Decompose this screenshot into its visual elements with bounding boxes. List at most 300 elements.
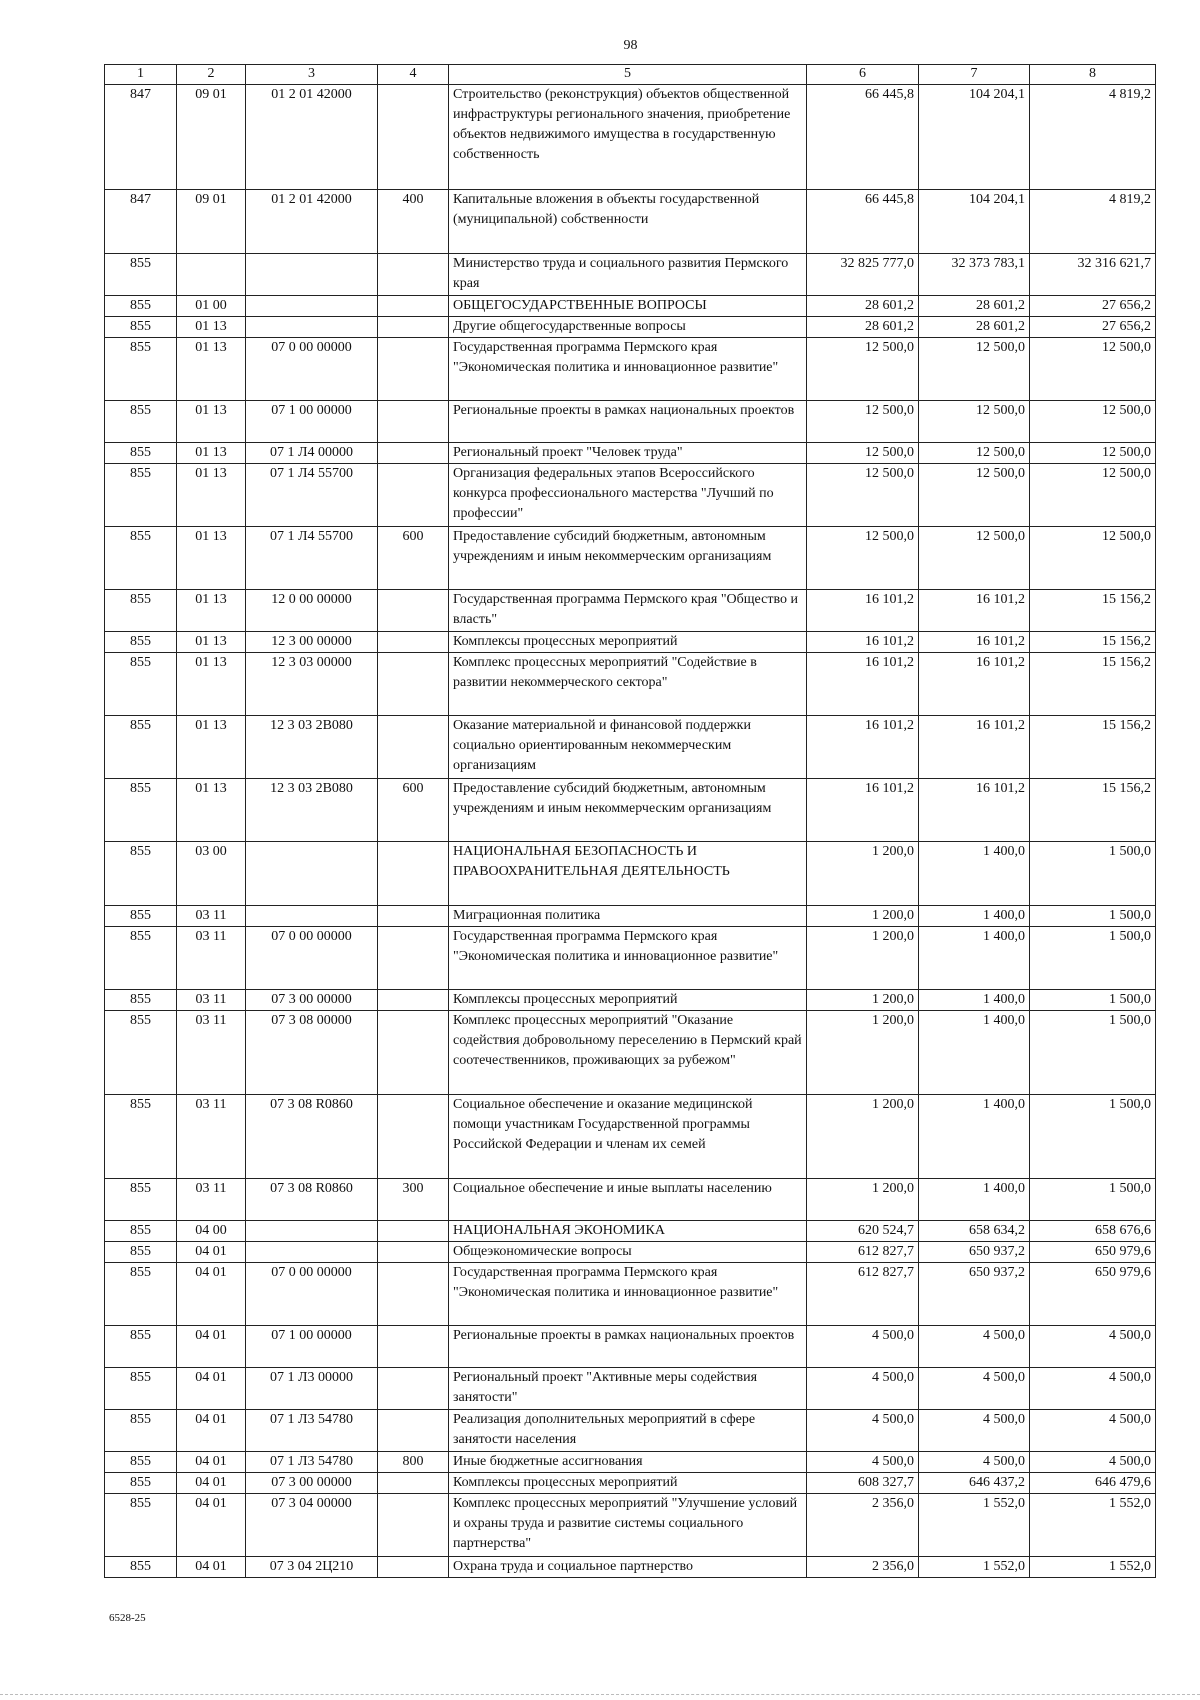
- admin-code-cell: 855: [105, 1095, 177, 1179]
- admin-code-cell: 855: [105, 1452, 177, 1473]
- target-article-cell: [246, 296, 378, 317]
- section-code-cell: 03 11: [177, 990, 246, 1011]
- table-row: [105, 716, 1156, 779]
- table-row: [105, 1263, 1156, 1326]
- expense-type-cell: [378, 338, 449, 401]
- amount-year1-cell: 612 827,7: [807, 1242, 919, 1263]
- item-name-cell: Реализация дополнительных мероприятий в сфере занятости населения: [449, 1410, 807, 1452]
- item-name-cell: Комплексы процессных мероприятий: [449, 1473, 807, 1494]
- section-code-cell: 09 01: [177, 190, 246, 254]
- target-article-cell: 07 0 00 00000: [246, 1263, 378, 1326]
- amount-year2-cell: 4 500,0: [919, 1452, 1030, 1473]
- section-code-cell: 09 01: [177, 85, 246, 190]
- target-article-cell: 12 3 00 00000: [246, 632, 378, 653]
- amount-year1-cell: 2 356,0: [807, 1494, 919, 1557]
- item-name-cell: Региональный проект "Активные меры содействия занятости": [449, 1368, 807, 1410]
- amount-year3-cell: 4 500,0: [1030, 1410, 1156, 1452]
- admin-code-cell: 855: [105, 1368, 177, 1410]
- section-code-cell: 03 11: [177, 906, 246, 927]
- amount-year2-cell: 1 400,0: [919, 1095, 1030, 1179]
- amount-year3-cell: 27 656,2: [1030, 317, 1156, 338]
- section-code-cell: 03 11: [177, 1179, 246, 1221]
- section-code-cell: 04 01: [177, 1494, 246, 1557]
- section-code-cell: 04 01: [177, 1473, 246, 1494]
- table-row: [105, 1368, 1156, 1410]
- target-article-cell: 07 3 08 R0860: [246, 1095, 378, 1179]
- table-row: [105, 1095, 1156, 1179]
- section-code-cell: 04 01: [177, 1410, 246, 1452]
- amount-year2-cell: 1 552,0: [919, 1557, 1030, 1578]
- expense-type-cell: [378, 1263, 449, 1326]
- target-article-cell: 07 1 Л3 00000: [246, 1368, 378, 1410]
- expense-type-cell: [378, 842, 449, 906]
- amount-year2-cell: 4 500,0: [919, 1326, 1030, 1368]
- admin-code-cell: 855: [105, 317, 177, 338]
- item-name-cell: Государственная программа Пермского края "Общество и власть": [449, 590, 807, 632]
- amount-year1-cell: 1 200,0: [807, 1095, 919, 1179]
- amount-year2-cell: 16 101,2: [919, 632, 1030, 653]
- section-code-cell: 03 11: [177, 927, 246, 990]
- amount-year3-cell: 12 500,0: [1030, 464, 1156, 527]
- expense-type-cell: [378, 443, 449, 464]
- amount-year1-cell: 12 500,0: [807, 401, 919, 443]
- amount-year3-cell: 646 479,6: [1030, 1473, 1156, 1494]
- amount-year1-cell: 28 601,2: [807, 317, 919, 338]
- item-name-cell: Предоставление субсидий бюджетным, автономным учреждениям и иным некоммерческим организациям: [449, 779, 807, 842]
- amount-year2-cell: 16 101,2: [919, 716, 1030, 779]
- table-row: [105, 590, 1156, 632]
- admin-code-cell: 855: [105, 1494, 177, 1557]
- expense-type-cell: [378, 296, 449, 317]
- amount-year1-cell: 620 524,7: [807, 1221, 919, 1242]
- target-article-cell: 07 3 04 2Ц210: [246, 1557, 378, 1578]
- admin-code-cell: 855: [105, 653, 177, 716]
- amount-year2-cell: 12 500,0: [919, 401, 1030, 443]
- section-code-cell: 04 00: [177, 1221, 246, 1242]
- item-name-cell: Региональные проекты в рамках национальных проектов: [449, 401, 807, 443]
- header-col-4: 4: [378, 65, 449, 85]
- amount-year2-cell: 16 101,2: [919, 590, 1030, 632]
- amount-year1-cell: 32 825 777,0: [807, 254, 919, 296]
- target-article-cell: 07 3 08 R0860: [246, 1179, 378, 1221]
- expense-type-cell: [378, 590, 449, 632]
- amount-year1-cell: 66 445,8: [807, 85, 919, 190]
- amount-year2-cell: 104 204,1: [919, 190, 1030, 254]
- amount-year2-cell: 4 500,0: [919, 1410, 1030, 1452]
- admin-code-cell: 855: [105, 527, 177, 590]
- section-code-cell: [177, 254, 246, 296]
- admin-code-cell: 855: [105, 906, 177, 927]
- item-name-cell: Капитальные вложения в объекты государственной (муниципальной) собственности: [449, 190, 807, 254]
- amount-year1-cell: 12 500,0: [807, 464, 919, 527]
- amount-year3-cell: 1 500,0: [1030, 1179, 1156, 1221]
- admin-code-cell: 855: [105, 338, 177, 401]
- section-code-cell: 01 00: [177, 296, 246, 317]
- expense-type-cell: 600: [378, 779, 449, 842]
- table-row: [105, 1410, 1156, 1452]
- target-article-cell: [246, 842, 378, 906]
- amount-year1-cell: 12 500,0: [807, 338, 919, 401]
- section-code-cell: 01 13: [177, 653, 246, 716]
- admin-code-cell: 855: [105, 1326, 177, 1368]
- item-name-cell: Государственная программа Пермского края "Экономическая политика и инновационное развитие": [449, 927, 807, 990]
- admin-code-cell: 855: [105, 716, 177, 779]
- amount-year1-cell: 16 101,2: [807, 590, 919, 632]
- amount-year2-cell: 16 101,2: [919, 779, 1030, 842]
- amount-year2-cell: 28 601,2: [919, 296, 1030, 317]
- expense-type-cell: [378, 716, 449, 779]
- amount-year1-cell: 16 101,2: [807, 653, 919, 716]
- item-name-cell: Организация федеральных этапов Всероссийского конкурса профессионального мастерства "Лучший по профессии": [449, 464, 807, 527]
- table-row: [105, 317, 1156, 338]
- admin-code-cell: 855: [105, 632, 177, 653]
- item-name-cell: Охрана труда и социальное партнерство: [449, 1557, 807, 1578]
- item-name-cell: Миграционная политика: [449, 906, 807, 927]
- table-row: [105, 927, 1156, 990]
- header-col-7: 7: [919, 65, 1030, 85]
- amount-year3-cell: 4 500,0: [1030, 1368, 1156, 1410]
- header-col-8: 8: [1030, 65, 1156, 85]
- expense-type-cell: [378, 906, 449, 927]
- amount-year2-cell: 12 500,0: [919, 338, 1030, 401]
- section-code-cell: 01 13: [177, 632, 246, 653]
- section-code-cell: 04 01: [177, 1452, 246, 1473]
- amount-year1-cell: 4 500,0: [807, 1452, 919, 1473]
- admin-code-cell: 855: [105, 1410, 177, 1452]
- amount-year3-cell: 15 156,2: [1030, 716, 1156, 779]
- section-code-cell: 04 01: [177, 1557, 246, 1578]
- amount-year2-cell: 32 373 783,1: [919, 254, 1030, 296]
- amount-year1-cell: 612 827,7: [807, 1263, 919, 1326]
- amount-year3-cell: 27 656,2: [1030, 296, 1156, 317]
- amount-year1-cell: 16 101,2: [807, 632, 919, 653]
- target-article-cell: 12 3 03 2В080: [246, 779, 378, 842]
- item-name-cell: Оказание материальной и финансовой поддержки социально ориентированным некоммерческим организациям: [449, 716, 807, 779]
- target-article-cell: 07 1 Л3 54780: [246, 1452, 378, 1473]
- admin-code-cell: 855: [105, 443, 177, 464]
- expense-type-cell: [378, 1095, 449, 1179]
- amount-year2-cell: 646 437,2: [919, 1473, 1030, 1494]
- amount-year3-cell: 1 500,0: [1030, 990, 1156, 1011]
- table-row: [105, 254, 1156, 296]
- amount-year1-cell: 1 200,0: [807, 990, 919, 1011]
- table-row: [105, 1179, 1156, 1221]
- section-code-cell: 04 01: [177, 1326, 246, 1368]
- expense-type-cell: [378, 1410, 449, 1452]
- header-col-2: 2: [177, 65, 246, 85]
- section-code-cell: 04 01: [177, 1263, 246, 1326]
- section-code-cell: 01 13: [177, 317, 246, 338]
- item-name-cell: Комплексы процессных мероприятий: [449, 990, 807, 1011]
- header-col-6: 6: [807, 65, 919, 85]
- amount-year1-cell: 4 500,0: [807, 1368, 919, 1410]
- expense-type-cell: [378, 1473, 449, 1494]
- expense-type-cell: 300: [378, 1179, 449, 1221]
- amount-year1-cell: 1 200,0: [807, 927, 919, 990]
- target-article-cell: 07 0 00 00000: [246, 338, 378, 401]
- admin-code-cell: 855: [105, 1263, 177, 1326]
- expense-type-cell: 400: [378, 190, 449, 254]
- target-article-cell: [246, 254, 378, 296]
- admin-code-cell: 855: [105, 590, 177, 632]
- amount-year3-cell: 12 500,0: [1030, 527, 1156, 590]
- table-row: [105, 1494, 1156, 1557]
- amount-year2-cell: 1 400,0: [919, 927, 1030, 990]
- admin-code-cell: 855: [105, 401, 177, 443]
- item-name-cell: Строительство (реконструкция) объектов общественной инфраструктуры регионального значения, приобретение объектов недвижимого имущества в государственную собственность: [449, 85, 807, 190]
- item-name-cell: Другие общегосударственные вопросы: [449, 317, 807, 338]
- scan-edge-divider: [0, 1694, 1200, 1696]
- amount-year3-cell: 15 156,2: [1030, 590, 1156, 632]
- amount-year1-cell: 1 200,0: [807, 1011, 919, 1095]
- amount-year3-cell: 1 500,0: [1030, 842, 1156, 906]
- admin-code-cell: 855: [105, 1221, 177, 1242]
- target-article-cell: [246, 317, 378, 338]
- table-row: [105, 1473, 1156, 1494]
- item-name-cell: Комплекс процессных мероприятий "Содействие в развитии некоммерческого сектора": [449, 653, 807, 716]
- amount-year2-cell: 1 400,0: [919, 1011, 1030, 1095]
- section-code-cell: 04 01: [177, 1368, 246, 1410]
- section-code-cell: 03 11: [177, 1011, 246, 1095]
- item-name-cell: Комплексы процессных мероприятий: [449, 632, 807, 653]
- amount-year1-cell: 608 327,7: [807, 1473, 919, 1494]
- section-code-cell: 01 13: [177, 338, 246, 401]
- expense-type-cell: [378, 1326, 449, 1368]
- item-name-cell: Общеэкономические вопросы: [449, 1242, 807, 1263]
- section-code-cell: 03 11: [177, 1095, 246, 1179]
- amount-year3-cell: 12 500,0: [1030, 401, 1156, 443]
- expense-type-cell: [378, 632, 449, 653]
- section-code-cell: 01 13: [177, 527, 246, 590]
- expense-type-cell: [378, 927, 449, 990]
- target-article-cell: 07 0 00 00000: [246, 927, 378, 990]
- amount-year1-cell: 1 200,0: [807, 906, 919, 927]
- expense-type-cell: [378, 317, 449, 338]
- amount-year2-cell: 12 500,0: [919, 464, 1030, 527]
- table-row: [105, 906, 1156, 927]
- amount-year3-cell: 12 500,0: [1030, 338, 1156, 401]
- expense-type-cell: [378, 254, 449, 296]
- amount-year3-cell: 32 316 621,7: [1030, 254, 1156, 296]
- amount-year3-cell: 658 676,6: [1030, 1221, 1156, 1242]
- table-row: [105, 296, 1156, 317]
- expense-type-cell: [378, 1557, 449, 1578]
- admin-code-cell: 847: [105, 190, 177, 254]
- header-col-3: 3: [246, 65, 378, 85]
- amount-year3-cell: 1 500,0: [1030, 1095, 1156, 1179]
- amount-year2-cell: 16 101,2: [919, 653, 1030, 716]
- target-article-cell: 07 1 Л4 55700: [246, 464, 378, 527]
- item-name-cell: Предоставление субсидий бюджетным, автономным учреждениям и иным некоммерческим организациям: [449, 527, 807, 590]
- item-name-cell: Социальное обеспечение и иные выплаты населению: [449, 1179, 807, 1221]
- table-body: [105, 85, 1156, 1578]
- amount-year1-cell: 2 356,0: [807, 1557, 919, 1578]
- table-row: [105, 632, 1156, 653]
- admin-code-cell: 855: [105, 1011, 177, 1095]
- item-name-cell: Государственная программа Пермского края "Экономическая политика и инновационное развитие": [449, 1263, 807, 1326]
- target-article-cell: 07 3 04 00000: [246, 1494, 378, 1557]
- amount-year3-cell: 1 552,0: [1030, 1494, 1156, 1557]
- amount-year3-cell: 1 500,0: [1030, 1011, 1156, 1095]
- target-article-cell: 12 3 03 2В080: [246, 716, 378, 779]
- table-row: [105, 653, 1156, 716]
- amount-year3-cell: 4 819,2: [1030, 190, 1156, 254]
- admin-code-cell: 855: [105, 990, 177, 1011]
- target-article-cell: [246, 906, 378, 927]
- amount-year3-cell: 4 819,2: [1030, 85, 1156, 190]
- amount-year1-cell: 16 101,2: [807, 716, 919, 779]
- target-article-cell: [246, 1221, 378, 1242]
- amount-year1-cell: 28 601,2: [807, 296, 919, 317]
- target-article-cell: 07 3 00 00000: [246, 990, 378, 1011]
- target-article-cell: 01 2 01 42000: [246, 190, 378, 254]
- item-name-cell: Социальное обеспечение и оказание медицинской помощи участникам Государственной программы Российской Федерации и членам их семей: [449, 1095, 807, 1179]
- document-code: 6528-25: [109, 1612, 146, 1624]
- expense-type-cell: [378, 1221, 449, 1242]
- target-article-cell: [246, 1242, 378, 1263]
- item-name-cell: Министерство труда и социального развития Пермского края: [449, 254, 807, 296]
- amount-year2-cell: 12 500,0: [919, 527, 1030, 590]
- amount-year2-cell: 650 937,2: [919, 1263, 1030, 1326]
- amount-year2-cell: 4 500,0: [919, 1368, 1030, 1410]
- table-row: [105, 779, 1156, 842]
- target-article-cell: 07 3 08 00000: [246, 1011, 378, 1095]
- section-code-cell: 04 01: [177, 1242, 246, 1263]
- section-code-cell: 01 13: [177, 464, 246, 527]
- admin-code-cell: 847: [105, 85, 177, 190]
- target-article-cell: 07 1 Л4 00000: [246, 443, 378, 464]
- amount-year3-cell: 1 500,0: [1030, 906, 1156, 927]
- admin-code-cell: 855: [105, 1557, 177, 1578]
- target-article-cell: 01 2 01 42000: [246, 85, 378, 190]
- table-row: [105, 401, 1156, 443]
- section-code-cell: 01 13: [177, 779, 246, 842]
- expense-type-cell: 600: [378, 527, 449, 590]
- amount-year1-cell: 12 500,0: [807, 443, 919, 464]
- admin-code-cell: 855: [105, 254, 177, 296]
- amount-year3-cell: 15 156,2: [1030, 632, 1156, 653]
- table-row: [105, 443, 1156, 464]
- amount-year3-cell: 1 500,0: [1030, 927, 1156, 990]
- section-code-cell: 01 13: [177, 590, 246, 632]
- header-row: [105, 65, 1156, 85]
- amount-year2-cell: 104 204,1: [919, 85, 1030, 190]
- amount-year3-cell: 650 979,6: [1030, 1242, 1156, 1263]
- amount-year2-cell: 658 634,2: [919, 1221, 1030, 1242]
- amount-year3-cell: 15 156,2: [1030, 653, 1156, 716]
- target-article-cell: 07 1 00 00000: [246, 1326, 378, 1368]
- budget-table: [104, 64, 1156, 1578]
- amount-year3-cell: 12 500,0: [1030, 443, 1156, 464]
- amount-year3-cell: 15 156,2: [1030, 779, 1156, 842]
- expense-type-cell: [378, 85, 449, 190]
- amount-year1-cell: 1 200,0: [807, 842, 919, 906]
- section-code-cell: 01 13: [177, 401, 246, 443]
- expense-type-cell: [378, 1494, 449, 1557]
- amount-year3-cell: 4 500,0: [1030, 1452, 1156, 1473]
- amount-year2-cell: 650 937,2: [919, 1242, 1030, 1263]
- amount-year1-cell: 66 445,8: [807, 190, 919, 254]
- amount-year3-cell: 1 552,0: [1030, 1557, 1156, 1578]
- expense-type-cell: [378, 990, 449, 1011]
- table-row: [105, 1326, 1156, 1368]
- expense-type-cell: [378, 1242, 449, 1263]
- item-name-cell: Комплекс процессных мероприятий "Оказание содействия добровольному переселению в Пермский край соотечественников, проживающих за рубежом": [449, 1011, 807, 1095]
- table-row: [105, 1221, 1156, 1242]
- amount-year3-cell: 4 500,0: [1030, 1326, 1156, 1368]
- section-code-cell: 03 00: [177, 842, 246, 906]
- header-col-1: 1: [105, 65, 177, 85]
- expense-type-cell: [378, 401, 449, 443]
- admin-code-cell: 855: [105, 1242, 177, 1263]
- amount-year2-cell: 28 601,2: [919, 317, 1030, 338]
- expense-type-cell: [378, 1011, 449, 1095]
- item-name-cell: Государственная программа Пермского края "Экономическая политика и инновационное развитие": [449, 338, 807, 401]
- item-name-cell: Региональные проекты в рамках национальных проектов: [449, 1326, 807, 1368]
- amount-year2-cell: 1 552,0: [919, 1494, 1030, 1557]
- expense-type-cell: [378, 1368, 449, 1410]
- expense-type-cell: 800: [378, 1452, 449, 1473]
- amount-year2-cell: 12 500,0: [919, 443, 1030, 464]
- item-name-cell: НАЦИОНАЛЬНАЯ БЕЗОПАСНОСТЬ И ПРАВООХРАНИТЕЛЬНАЯ ДЕЯТЕЛЬНОСТЬ: [449, 842, 807, 906]
- table-row: [105, 1242, 1156, 1263]
- table-row: [105, 338, 1156, 401]
- target-article-cell: 12 3 03 00000: [246, 653, 378, 716]
- target-article-cell: 12 0 00 00000: [246, 590, 378, 632]
- expense-type-cell: [378, 464, 449, 527]
- page-number: 98: [623, 38, 638, 53]
- amount-year1-cell: 12 500,0: [807, 527, 919, 590]
- table-row: [105, 1011, 1156, 1095]
- admin-code-cell: 855: [105, 842, 177, 906]
- admin-code-cell: 855: [105, 464, 177, 527]
- amount-year2-cell: 1 400,0: [919, 990, 1030, 1011]
- table-row: [105, 85, 1156, 190]
- item-name-cell: НАЦИОНАЛЬНАЯ ЭКОНОМИКА: [449, 1221, 807, 1242]
- section-code-cell: 01 13: [177, 443, 246, 464]
- amount-year2-cell: 1 400,0: [919, 906, 1030, 927]
- item-name-cell: ОБЩЕГОСУДАРСТВЕННЫЕ ВОПРОСЫ: [449, 296, 807, 317]
- amount-year1-cell: 4 500,0: [807, 1410, 919, 1452]
- table-row: [105, 464, 1156, 527]
- table-row: [105, 990, 1156, 1011]
- target-article-cell: 07 3 00 00000: [246, 1473, 378, 1494]
- expense-type-cell: [378, 653, 449, 716]
- table-row: [105, 1557, 1156, 1578]
- amount-year1-cell: 4 500,0: [807, 1326, 919, 1368]
- admin-code-cell: 855: [105, 1473, 177, 1494]
- amount-year1-cell: 16 101,2: [807, 779, 919, 842]
- table-row: [105, 527, 1156, 590]
- section-code-cell: 01 13: [177, 716, 246, 779]
- amount-year2-cell: 1 400,0: [919, 1179, 1030, 1221]
- item-name-cell: Иные бюджетные ассигнования: [449, 1452, 807, 1473]
- item-name-cell: Региональный проект "Человек труда": [449, 443, 807, 464]
- admin-code-cell: 855: [105, 927, 177, 990]
- amount-year3-cell: 650 979,6: [1030, 1263, 1156, 1326]
- item-name-cell: Комплекс процессных мероприятий "Улучшение условий и охраны труда и развитие системы социального партнерства": [449, 1494, 807, 1557]
- target-article-cell: 07 1 Л4 55700: [246, 527, 378, 590]
- target-article-cell: 07 1 Л3 54780: [246, 1410, 378, 1452]
- admin-code-cell: 855: [105, 779, 177, 842]
- table-row: [105, 190, 1156, 254]
- amount-year2-cell: 1 400,0: [919, 842, 1030, 906]
- admin-code-cell: 855: [105, 1179, 177, 1221]
- target-article-cell: 07 1 00 00000: [246, 401, 378, 443]
- table-row: [105, 1452, 1156, 1473]
- amount-year1-cell: 1 200,0: [807, 1179, 919, 1221]
- admin-code-cell: 855: [105, 296, 177, 317]
